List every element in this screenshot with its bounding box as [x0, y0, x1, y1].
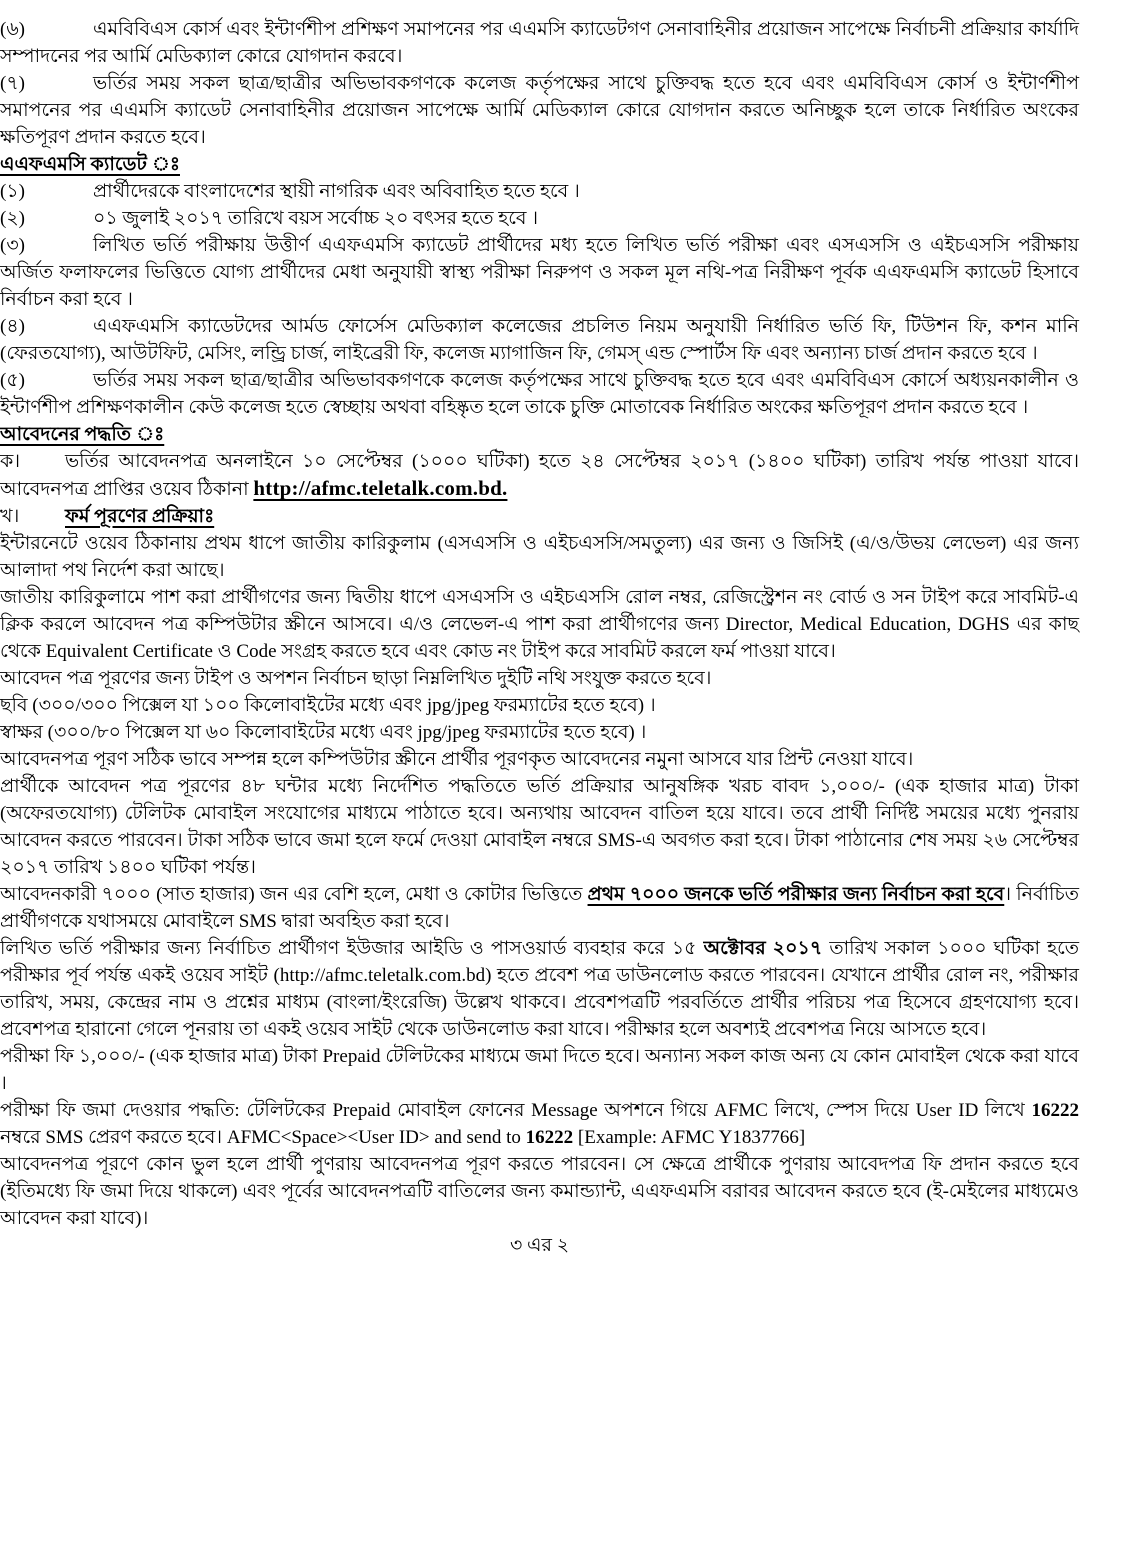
item-6 [0, 16, 1079, 70]
text-run: প্রার্থীদেরকে বাংলাদেশের স্থায়ী নাগরিক এবং অবিবাহিত হতে হবে । [93, 181, 580, 202]
form-item-3-kha [0, 719, 1079, 746]
item-number: (৬) [0, 19, 26, 40]
item-number: ক। [0, 451, 21, 472]
cadet-item-2 [0, 205, 1079, 232]
text-run: ভর্তির সময় সকল ছাত্র/ছাত্রীর অভিভাবকগণকে কলেজ কর্তৃপক্ষের সাথে চুক্তিবদ্ধ হতে হবে এবং এমবিবিএস কোর্সে অধ্যয়নকালীন ও ইন্টার্ণশীপ প্রশিক্ষণকালীন কেউ কলেজ হতে স্বেচ্ছায় অথবা বহিষ্কৃত হলে তাকে চুক্তি মোতাবেক নির্ধারিত অংকের ক্ষতিপূরণ প্রদান করতে হবে । [0, 370, 1079, 418]
section-2-heading [0, 421, 1079, 448]
text-run: প্রথম ৭০০০ জনকে ভর্তি পরীক্ষার জন্য নির্বাচন করা হবে [587, 884, 1005, 905]
page-number: ৩ এর ২ [509, 1235, 570, 1256]
item-number: (৩) [0, 235, 26, 256]
text-run: স্বাক্ষর (৩০০/৮০ পিক্সেল যা ৬০ কিলোবাইটের মধ্যে এবং jpg/jpeg ফরম্যাটের হতে হবে) । [0, 722, 647, 743]
item-number: খ। [0, 506, 20, 527]
item-number: (৫) [0, 370, 25, 391]
item-number: (২) [0, 208, 26, 229]
text-run: । নির্বাচিত প্রার্থীগণকে যথাসময়ে মোবাইলে SMS দ্বারা অবহিত করা হবে। [0, 884, 1080, 932]
form-item-9 [0, 1097, 1079, 1151]
text-run: এমবিবিএস কোর্স এবং ইন্টার্ণশীপ প্রশিক্ষণ সমাপনের পর এএমসি ক্যাডেটগণ সেনাবাহিনীর প্রয়োজন সাপেক্ষে নির্বাচনী প্রক্রিয়ার কার্যাদি সম্পাদনের পর আর্মি মেডিক্যাল কোরে যোগদান করবে। [0, 19, 1079, 67]
text-run: 16222 [525, 1127, 574, 1148]
form-item-1 [0, 530, 1079, 584]
form-item-3 [0, 665, 1079, 692]
text-run: ০১ জুলাই ২০১৭ তারিখে বয়স সর্বোচ্চ ২০ বৎসর হতে হবে । [93, 208, 539, 229]
text-run: পরীক্ষা ফি ১,০০০/- (এক হাজার মাত্র) টাকা Prepaid টেলিটকের মাধ্যমে জমা দিতে হবে। অন্যান্য সকল কাজ অন্য যে কোন মোবাইল থেকে করা যাবে । [0, 1046, 1079, 1094]
text-run: [Example: AFMC Y1837766] [573, 1127, 806, 1148]
form-item-5 [0, 773, 1079, 881]
text-run: ভর্তির সময় সকল ছাত্র/ছাত্রীর অভিভাবকগণকে কলেজ কর্তৃপক্ষের সাথে চুক্তিবদ্ধ হতে হবে এবং এমবিবিএস কোর্স ও ইন্টার্ণশীপ সমাপনের পর এএমসি ক্যাডেট সেনাবাহিনীর প্রয়োজন সাপেক্ষে আর্মি মেডিক্যাল কোরে যোগদান করতে অনিচ্ছুক হলে তাকে নির্ধারিত অংকের ক্ষতিপূরণ প্রদান করতে হবে। [0, 73, 1079, 148]
form-item-6 [0, 881, 1079, 935]
letter-ka [0, 448, 1079, 503]
text-run: ভর্তির আবেদনপত্র অনলাইনে ১০ সেপ্টেম্বর (১০০০ ঘটিকা) হতে ২৪ সেপ্টেম্বর ২০১৭ (১৪০০ ঘটিকা) তারিখ পর্যন্ত পাওয়া যাবে। আবেদনপত্র প্রাপ্তির ওয়েব ঠিকানা [0, 451, 1079, 500]
document-body [0, 16, 1079, 1232]
item-number: (৭) [0, 73, 26, 94]
text-run: ফর্ম পূরণের প্রক্রিয়াঃ [65, 506, 215, 527]
text-run: প্রার্থীকে আবেদন পত্র পূরণের ৪৮ ঘন্টার মধ্যে নির্দেশিত পদ্ধতিতে ভর্তি প্রক্রিয়ার আনুষঙ্গিক খরচ বাবদ ১,০০০/- (এক হাজার মাত্র) টাকা (অফেরতযোগ্য) টেলিটক মোবাইল সংযোগের মাধ্যমে পাঠাতে হবে। অন্যথায় আবেদন বাতিল হয়ে যাবে। তবে প্রার্থী নির্দিষ্ট সময়ের মধ্যে পুনরায় আবেদন করতে পারবেন। টাকা সঠিক ভাবে জমা হলে ফর্মে দেওয়া মোবাইল নম্বরে SMS-এ অবগত করা হবে। টাকা পাঠানোর শেষ সময় ২৬ সেপ্টেম্বর ২০১৭ তারিখ ১৪০০ ঘটিকা পর্যন্ত। [0, 776, 1079, 878]
afmc-cadet-heading [0, 151, 1079, 178]
item-number: (১) [0, 181, 25, 202]
text-run: লিখিত ভর্তি পরীক্ষার জন্য নির্বাচিত প্রার্থীগণ ইউজার আইডি ও পাসওয়ার্ড ব্যবহার করে ১৫ [0, 938, 704, 959]
form-item-2 [0, 584, 1079, 665]
text-run: তারিখ সকাল ১০০০ ঘটিকা হতে পরীক্ষার পূর্ব পর্যন্ত একই ওয়েব সাইট (http://afmc.teletalk.com.bd) হতে প্রবেশ পত্র ডাউনলোড করতে পারবেন। যেখানে প্রার্থীর রোল নং, পরীক্ষার তারিখ, সময়, কেন্দ্রের নাম ও প্রশ্নের মাধ্যম (বাংলা/ইংরেজি) উল্লেখ থাকবে। প্রবেশপত্রটি পরবর্তিতে প্রার্থীর পরিচয় পত্র হিসেবে গ্রহণযোগ্য হবে। প্রবেশপত্র হারানো গেলে পূনরায় তা একই ওয়েব সাইট থেকে ডাউনলোড করা যাবে। পরীক্ষার হলে অবশ্যই প্রবেশপত্র নিয়ে আসতে হবে। [0, 938, 1079, 1040]
form-item-3-ka [0, 692, 1079, 719]
cadet-item-5 [0, 367, 1079, 421]
text-run: ইন্টারনেটে ওয়েব ঠিকানায় প্রথম ধাপে জাতীয় কারিকুলাম (এসএসসি ও এইচএসসি/সমতুল্য) এর জন্য ও জিসিই (এ/ও/উভয় লেভেল) এর জন্য আলাদা পথ নির্দেশ করা আছে। [0, 533, 1079, 581]
text-run: আবেদনপত্র পূরণ সঠিক ভাবে সম্পন্ন হলে কম্পিউটার স্ক্রীনে প্রার্থীর পূরণকৃত আবেদনের নমুনা আসবে যার প্রিন্ট নেওয়া যাবে। [0, 749, 914, 770]
form-item-4 [0, 746, 1079, 773]
form-item-8 [0, 1043, 1079, 1097]
cadet-item-1 [0, 178, 1079, 205]
text-run: এএফএমসি ক্যাডেটদের আর্মড ফোর্সেস মেডিক্যাল কলেজের প্রচলিত নিয়ম অনুযায়ী নির্ধারিত ভর্তি ফি, টিউশন ফি, কশন মানি (ফেরতযোগ্য), আউটফিট, মেসিং, লন্ড্রি চার্জ, লাইব্রেরী ফি, কলেজ ম্যাগাজিন ফি, গেমস্ এন্ড স্পোর্টস ফি এবং অন্যান্য চার্জ প্রদান করতে হবে । [0, 316, 1079, 364]
text-run: অক্টোবর ২০১৭ [703, 938, 823, 959]
text-run: 16222 [1031, 1100, 1079, 1121]
text-run: পরীক্ষা ফি জমা দেওয়ার পদ্ধতি: টেলিটকের Prepaid মোবাইল ফোনের Message অপশনে গিয়ে AFMC লিখে, স্পেস দিয়ে User ID লিখে [0, 1100, 1032, 1121]
text-run: আবেদনের পদ্ধতি ঃ [0, 424, 165, 445]
text-run: নম্বরে SMS প্রেরণ করতে হবে। AFMC<Space><User ID> and send to [0, 1127, 526, 1148]
text-run: আবেদন পত্র পূরণের জন্য টাইপ ও অপশন নির্বাচন ছাড়া নিম্নলিখিত দুইটি নথি সংযুক্ত করতে হবে। [0, 668, 712, 689]
text-run: আবেদনপত্র পূরণে কোন ভুল হলে প্রার্থী পুণরায় আবেদনপত্র পূরণ করতে পারবেন। সে ক্ষেত্রে প্রার্থীকে পুণরায় আবেদপত্র ফি প্রদান করতে হবে (ইতিমধ্যে ফি জমা দিয়ে থাকলে) এবং পূর্বের আবেদনপত্রটি বাতিলের জন্য কমান্ড্যান্ট, এএফএমসি বরাবর আবেদন করতে হবে (ই-মেইলের মাধ্যমেও আবেদন করা যাবে)। [0, 1154, 1079, 1229]
cadet-item-3 [0, 232, 1079, 313]
form-item-7 [0, 935, 1079, 1043]
item-7 [0, 70, 1079, 151]
cadet-item-4 [0, 313, 1079, 367]
text-run: জাতীয় কারিকুলামে পাশ করা প্রার্থীগণের জন্য দ্বিতীয় ধাপে এসএসসি ও এইচএসসি রোল নম্বর, রেজিস্ট্রেশন নং বোর্ড ও সন টাইপ করে সাবমিট-এ ক্লিক করলে আবেদন পত্র কম্পিউটার স্ক্রীনে আসবে। এ/ও লেভেল-এ পাশ করা প্রার্থীগণের জন্য Director, Medical Education, DGHS এর কাছ থেকে Equivalent Certificate ও Code সংগ্রহ করতে হবে এবং কোড নং টাইপ করে সাবমিট করলে ফর্ম পাওয়া যাবে। [0, 587, 1079, 662]
text-run: ছবি (৩০০/৩০০ পিক্সেল যা ১০০ কিলোবাইটের মধ্যে এবং jpg/jpeg ফরম্যাটের হতে হবে) । [0, 695, 656, 716]
text-run: এএফএমসি ক্যাডেট ঃ [0, 154, 180, 175]
form-item-10 [0, 1151, 1079, 1232]
text-run: লিখিত ভর্তি পরীক্ষায় উত্তীর্ণ এএফএমসি ক্যাডেট প্রার্থীদের মধ্য হতে লিখিত ভর্তি পরীক্ষা এবং এসএসসি ও এইচএসসি পরীক্ষায় অর্জিত ফলাফলের ভিত্তিতে যোগ্য প্রার্থীদের মেধা অনুযায়ী স্বাস্থ্য পরীক্ষা নিরুপণ ও সকল মূল নথি-পত্র নিরীক্ষণ পূর্বক এএফএমসি ক্যাডেট হিসাবে নির্বাচন করা হবে । [0, 235, 1079, 310]
item-number: (৪) [0, 316, 25, 337]
letter-kha-heading [0, 503, 1079, 530]
text-run: আবেদনকারী ৭০০০ (সাত হাজার) জন এর বেশি হলে, মেধা ও কোটার ভিত্তিতে [0, 884, 588, 905]
web-address-text: http://afmc.teletalk.com.bd. [253, 476, 508, 500]
